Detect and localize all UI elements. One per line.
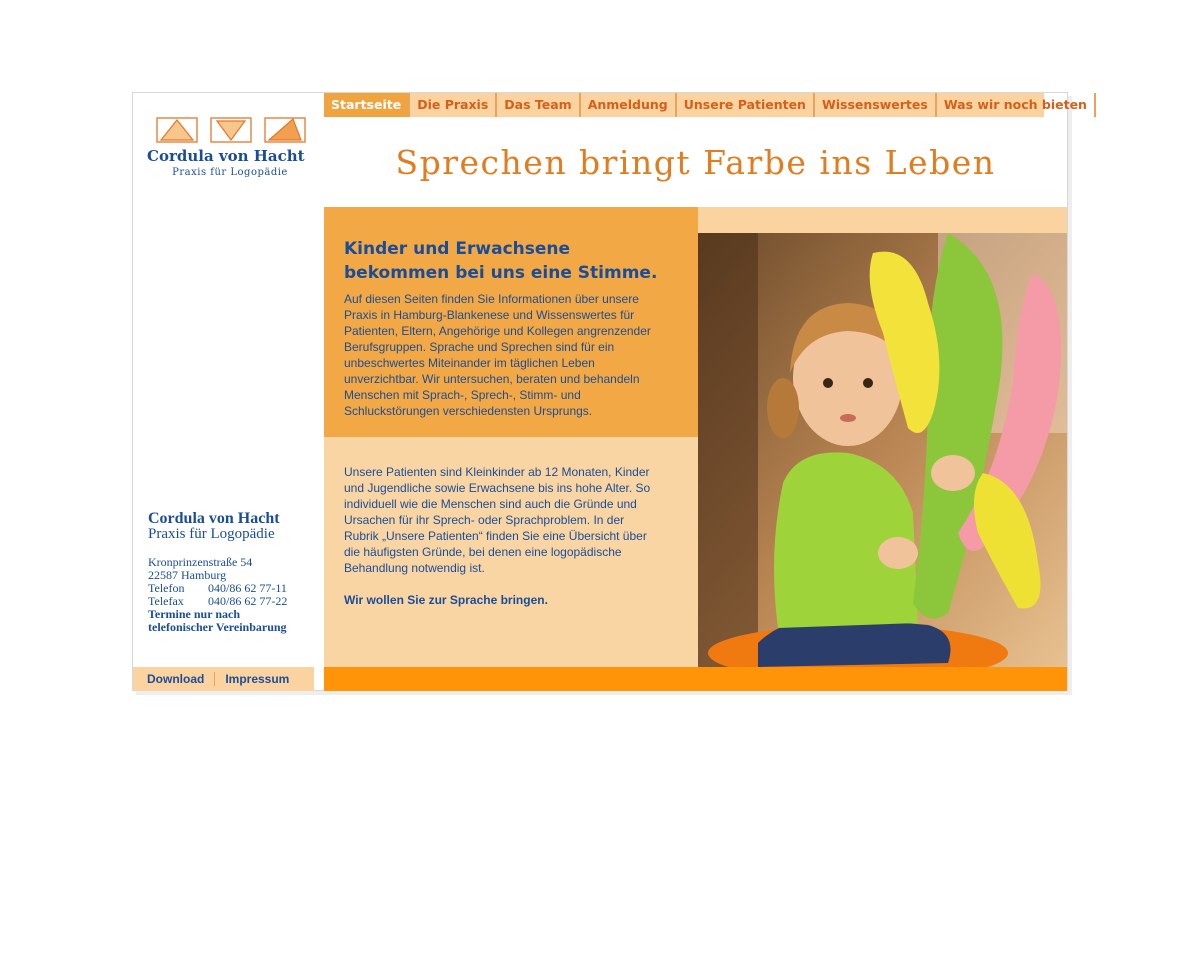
intro-box xyxy=(324,207,698,437)
nav-item-wissenswertes[interactable]: Wissenswertes xyxy=(815,93,937,117)
address-block xyxy=(148,511,324,634)
page-frame xyxy=(132,92,1087,691)
phone-label: Telefon xyxy=(148,581,185,595)
phone-number: 040/86 62 77-11 xyxy=(208,581,287,595)
photo-top-strip xyxy=(698,207,1067,233)
logo-marks xyxy=(155,117,313,143)
intro-text: Auf diesen Seiten finden Sie Informationen über unsere Praxis in Hamburg-Blankenese und Wissenswertes für Patienten, Eltern, Angehörige und Kollegen angrenzender Berufsgruppen. Sprache und Sprechen sind für ein unbeschwertes Miteinander im täglichen Leben unverzichtbar. Wir untersuchen, beraten und behandeln Menschen mit Sprach-, Sprech-, Stimm- und Schluckstörungen verschiedensten Ursprungs. xyxy=(344,292,651,418)
patients-box xyxy=(324,437,698,667)
logo-triangle-right-icon xyxy=(263,117,307,143)
address-city: 22587 Hamburg xyxy=(148,568,227,582)
fax-number: 040/86 62 77-22 xyxy=(208,594,288,608)
appointment-note-line1: Termine nur nach xyxy=(148,607,241,621)
patients-text: Unsere Patienten sind Kleinkinder ab 12 Monaten, Kinder und Jugendliche sowie Erwachsene bis ins hohe Alter. So individuell wie die Menschen sind auch die Gründe und Ursachen für ihr Sprech- oder Sprachproblem. In der Rubrik „Unsere Patienten“ finden Sie eine Übersicht über die häufigsten Gründe, bei denen eine logopädische Behandlung notwendig ist. xyxy=(344,465,651,575)
logo[interactable] xyxy=(147,117,313,178)
footer-links xyxy=(133,667,314,691)
intro-heading xyxy=(344,237,658,285)
nav-item-die-praxis[interactable]: Die Praxis xyxy=(410,93,497,117)
logo-name: Cordula von Hacht xyxy=(147,147,305,165)
impressum-link[interactable]: Impressum xyxy=(225,672,290,686)
hero-photo-child-with-balloons xyxy=(698,233,1067,667)
download-link[interactable]: Download xyxy=(147,672,205,686)
fax-label: Telefax xyxy=(148,594,184,608)
bottom-bar xyxy=(324,667,1067,691)
address-street: Kronprinzenstraße 54 xyxy=(148,555,253,569)
intro-heading-line2: bekommen bei uns eine Stimme. xyxy=(344,263,658,283)
tagline: Sprechen bringt Farbe ins Leben xyxy=(395,142,996,182)
intro-heading-line1: Kinder und Erwachsene xyxy=(344,239,571,259)
logo-triangle-up-icon xyxy=(155,117,199,143)
nav-item-unsere-patienten[interactable]: Unsere Patienten xyxy=(677,93,815,117)
address-name: Cordula von Hacht xyxy=(148,510,280,527)
nav-item-was-wir-noch-bieten[interactable]: Was wir noch bieten xyxy=(937,93,1096,117)
appointment-note-line2: telefonischer Vereinbarung xyxy=(148,620,287,634)
logo-triangle-down-icon xyxy=(209,117,253,143)
nav-item-das-team[interactable]: Das Team xyxy=(497,93,580,117)
logo-subtitle: Praxis für Logopädie xyxy=(172,167,288,178)
main-nav xyxy=(324,93,1087,117)
nav-item-anmeldung[interactable]: Anmeldung xyxy=(581,93,677,117)
address-subtitle: Praxis für Logopädie xyxy=(148,526,275,542)
nav-item-startseite[interactable]: Startseite xyxy=(324,93,410,117)
patients-closing: Wir wollen Sie zur Sprache bringen. xyxy=(344,593,548,607)
hero-photo-illustration xyxy=(698,233,1067,667)
